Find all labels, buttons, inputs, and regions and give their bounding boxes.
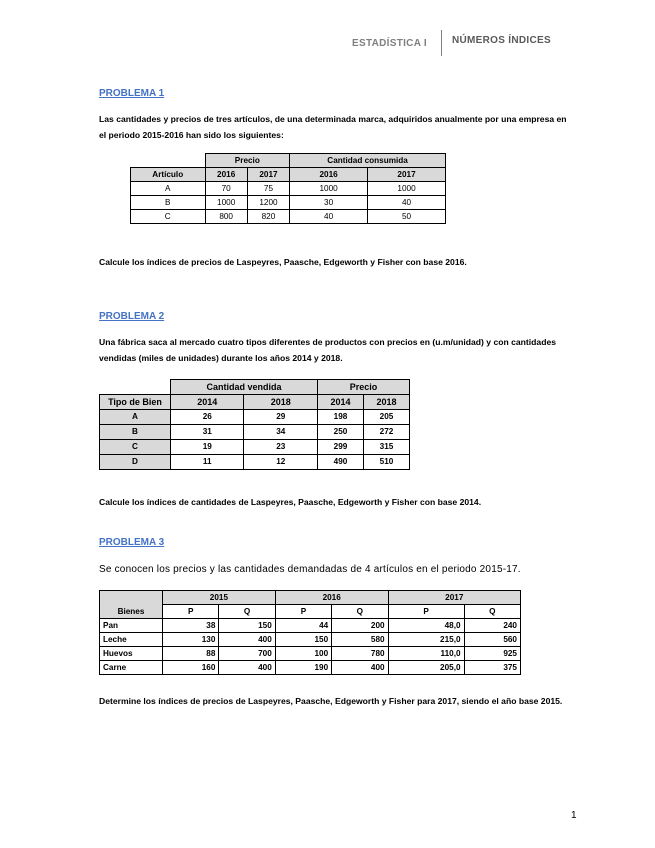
cell: 34 bbox=[244, 425, 318, 440]
cell: 272 bbox=[363, 425, 409, 440]
table-header-row bbox=[100, 605, 521, 619]
row-label: Carne bbox=[100, 661, 163, 675]
year-header: 2017 bbox=[247, 168, 289, 182]
cell: 31 bbox=[171, 425, 244, 440]
cell: 800 bbox=[205, 210, 247, 224]
table-header-row bbox=[100, 380, 410, 395]
row-header: Artículo bbox=[131, 168, 206, 182]
cell: 925 bbox=[464, 647, 520, 661]
cell: 198 bbox=[318, 410, 364, 425]
cell: 1200 bbox=[247, 196, 289, 210]
cell: 26 bbox=[171, 410, 244, 425]
problem1-question: Calcule los índices de precios de Laspeyres, Paasche, Edgeworth y Fisher con base 2016. bbox=[99, 257, 467, 267]
year-header: 2018 bbox=[244, 395, 318, 410]
row-label: B bbox=[131, 196, 206, 210]
year-header: 2014 bbox=[171, 395, 244, 410]
sub-header: P bbox=[275, 605, 331, 619]
cell: 75 bbox=[247, 182, 289, 196]
year-header: 2016 bbox=[290, 168, 368, 182]
table-row bbox=[100, 440, 410, 455]
row-label: C bbox=[131, 210, 206, 224]
cell: 50 bbox=[368, 210, 446, 224]
sub-header: Q bbox=[219, 605, 275, 619]
group-header: Cantidad vendida bbox=[171, 380, 318, 395]
row-header: Tipo de Bien bbox=[100, 395, 171, 410]
problem1-title: PROBLEMA 1 bbox=[99, 88, 165, 99]
cell: 150 bbox=[219, 619, 275, 633]
cell: 240 bbox=[464, 619, 520, 633]
sub-header: P bbox=[388, 605, 464, 619]
table-row bbox=[100, 633, 521, 647]
problem2-table bbox=[99, 379, 410, 470]
problem2-question: Calcule los índices de cantidades de Laspeyres, Paasche, Edgeworth y Fisher con base 2014. bbox=[99, 497, 482, 507]
cell: 215,0 bbox=[388, 633, 464, 647]
page-number: 1 bbox=[571, 810, 577, 821]
problem1-text: Las cantidades y precios de tres artículos, de una determinada marca, adquiridos anualmente por una empresa en el periodo 2015-2016 han sido los siguientes: bbox=[99, 114, 567, 140]
cell: 70 bbox=[205, 182, 247, 196]
cell: 205 bbox=[363, 410, 409, 425]
cell: 315 bbox=[363, 440, 409, 455]
cell: 88 bbox=[163, 647, 219, 661]
table-row bbox=[131, 196, 446, 210]
table-corner bbox=[100, 380, 171, 395]
row-header: Bienes bbox=[100, 605, 163, 619]
table-corner bbox=[131, 154, 206, 168]
table-row bbox=[131, 210, 446, 224]
row-label: A bbox=[100, 410, 171, 425]
row-label: A bbox=[131, 182, 206, 196]
header-subject: ESTADÍSTICA I bbox=[352, 38, 428, 49]
cell: 375 bbox=[464, 661, 520, 675]
table-row bbox=[100, 619, 521, 633]
year-header: 2016 bbox=[205, 168, 247, 182]
table-row bbox=[100, 425, 410, 440]
cell: 510 bbox=[363, 455, 409, 470]
problem3-title: PROBLEMA 3 bbox=[99, 537, 165, 548]
problem3-table bbox=[99, 590, 521, 675]
table-header-row bbox=[131, 168, 446, 182]
cell: 580 bbox=[332, 633, 388, 647]
sub-header: Q bbox=[332, 605, 388, 619]
header-topic: NÚMEROS ÍNDICES bbox=[452, 35, 551, 46]
group-header: Precio bbox=[318, 380, 410, 395]
cell: 29 bbox=[244, 410, 318, 425]
cell: 400 bbox=[219, 633, 275, 647]
group-header: 2016 bbox=[275, 591, 388, 605]
group-header: 2015 bbox=[163, 591, 276, 605]
cell: 250 bbox=[318, 425, 364, 440]
cell: 299 bbox=[318, 440, 364, 455]
cell: 19 bbox=[171, 440, 244, 455]
table-row bbox=[131, 182, 446, 196]
problem3-text: Se conocen los precios y las cantidades demandadas de 4 artículos en el periodo 2015-17. bbox=[99, 564, 521, 575]
group-header: Cantidad consumida bbox=[290, 154, 446, 168]
table-corner bbox=[100, 591, 163, 605]
cell: 160 bbox=[163, 661, 219, 675]
cell: 12 bbox=[244, 455, 318, 470]
problem2-title: PROBLEMA 2 bbox=[99, 311, 165, 322]
table-row bbox=[100, 410, 410, 425]
row-label: C bbox=[100, 440, 171, 455]
cell: 40 bbox=[368, 196, 446, 210]
cell: 190 bbox=[275, 661, 331, 675]
cell: 700 bbox=[219, 647, 275, 661]
table-row bbox=[100, 647, 521, 661]
table-header-row bbox=[100, 395, 410, 410]
cell: 400 bbox=[332, 661, 388, 675]
table-row bbox=[100, 455, 410, 470]
cell: 100 bbox=[275, 647, 331, 661]
cell: 1000 bbox=[368, 182, 446, 196]
sub-header: Q bbox=[464, 605, 520, 619]
cell: 1000 bbox=[290, 182, 368, 196]
cell: 40 bbox=[290, 210, 368, 224]
problem2-text: Una fábrica saca al mercado cuatro tipos diferentes de productos con precios en (u.m/unidad) y con cantidades vendidas (miles de unidades) durante los años 2014 y 2018. bbox=[99, 337, 557, 363]
table-header-row bbox=[131, 154, 446, 168]
cell: 200 bbox=[332, 619, 388, 633]
year-header: 2014 bbox=[318, 395, 364, 410]
cell: 490 bbox=[318, 455, 364, 470]
cell: 11 bbox=[171, 455, 244, 470]
cell: 560 bbox=[464, 633, 520, 647]
year-header: 2017 bbox=[368, 168, 446, 182]
header-divider bbox=[441, 30, 442, 56]
table-row bbox=[100, 661, 521, 675]
cell: 30 bbox=[290, 196, 368, 210]
cell: 820 bbox=[247, 210, 289, 224]
cell: 205,0 bbox=[388, 661, 464, 675]
row-label: Pan bbox=[100, 619, 163, 633]
problem3-question: Determine los índices de precios de Laspeyres, Paasche, Edgeworth y Fisher para 2017, siendo el año base 2015. bbox=[99, 696, 563, 706]
cell: 110,0 bbox=[388, 647, 464, 661]
problem1-table bbox=[130, 153, 446, 224]
cell: 44 bbox=[275, 619, 331, 633]
row-label: Huevos bbox=[100, 647, 163, 661]
table-header-row bbox=[100, 591, 521, 605]
row-label: B bbox=[100, 425, 171, 440]
row-label: D bbox=[100, 455, 171, 470]
cell: 1000 bbox=[205, 196, 247, 210]
group-header: Precio bbox=[205, 154, 290, 168]
row-label: Leche bbox=[100, 633, 163, 647]
cell: 38 bbox=[163, 619, 219, 633]
cell: 780 bbox=[332, 647, 388, 661]
sub-header: P bbox=[163, 605, 219, 619]
cell: 130 bbox=[163, 633, 219, 647]
cell: 48,0 bbox=[388, 619, 464, 633]
cell: 400 bbox=[219, 661, 275, 675]
cell: 23 bbox=[244, 440, 318, 455]
cell: 150 bbox=[275, 633, 331, 647]
group-header: 2017 bbox=[388, 591, 520, 605]
year-header: 2018 bbox=[363, 395, 409, 410]
